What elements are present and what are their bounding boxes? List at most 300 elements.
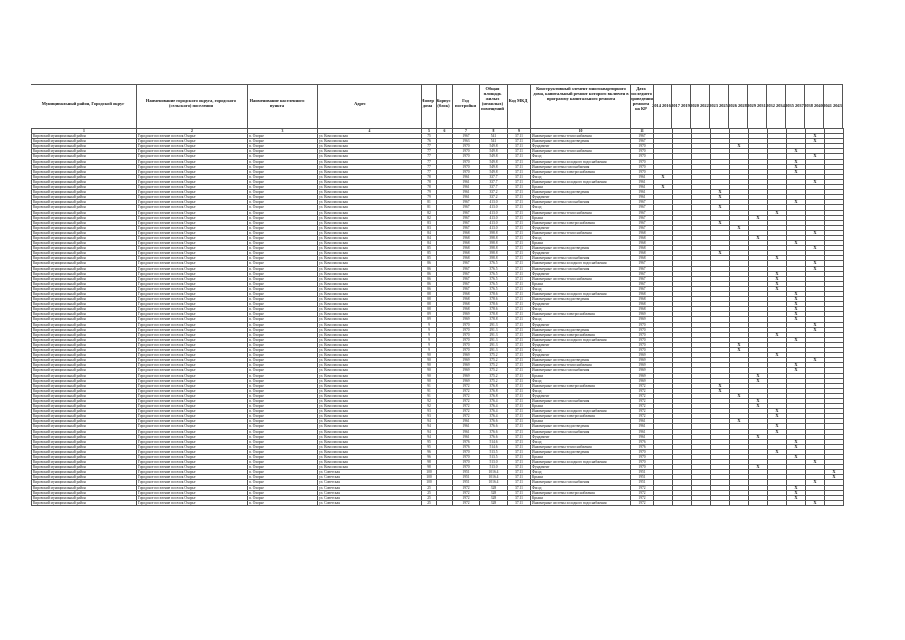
table-cell: 1967 xyxy=(453,276,480,281)
table-cell: 37.11 xyxy=(508,348,531,353)
year-mark-cell: X xyxy=(768,414,787,419)
table-cell: ул. Комсомольская xyxy=(318,312,422,317)
table-cell: Инженерные системы электроснабжения xyxy=(531,312,631,317)
table-cell: ул. Комсомольская xyxy=(318,174,422,179)
table-cell: п. Охорье xyxy=(248,368,318,373)
table-cell: 25 xyxy=(422,495,437,500)
table-cell: 513.0 xyxy=(480,460,508,465)
year-mark-cell: X xyxy=(787,455,806,460)
year-mark-cell: X xyxy=(768,210,787,215)
table-cell: 37.11 xyxy=(508,154,531,159)
table-cell: 37.11 xyxy=(508,455,531,460)
table-cell: 37.11 xyxy=(508,195,531,200)
year-mark-cell: X xyxy=(730,419,749,424)
table-cell: 94 xyxy=(422,419,437,424)
table-cell: 1968 xyxy=(453,235,480,240)
table-cell: 37.11 xyxy=(508,307,531,312)
table-cell: 376.4 xyxy=(480,409,508,414)
table-cell: 1972 xyxy=(453,500,480,505)
table-cell: ул. Комсомольская xyxy=(318,144,422,149)
table-cell: Городское поселение поселок Охорье xyxy=(137,251,248,256)
table-cell: ул. Комсомольская xyxy=(318,373,422,378)
year-mark-cell: X xyxy=(749,235,768,240)
table-cell: 1968 xyxy=(453,292,480,297)
table-cell: 376.8 xyxy=(480,393,508,398)
year-mark-cell: X xyxy=(806,154,825,159)
table-cell: ул. Комсомольская xyxy=(318,348,422,353)
table-cell: 1969 xyxy=(631,363,654,368)
table-cell: Фундамент xyxy=(531,144,631,149)
table-cell: п. Охорье xyxy=(248,353,318,358)
year-mark-cell xyxy=(730,500,749,505)
header-block: Корпус (блок) xyxy=(436,98,451,108)
table-cell: 89 xyxy=(422,312,437,317)
table-cell: ул. Комсомольская xyxy=(318,261,422,266)
table-cell: 1967 xyxy=(631,261,654,266)
table-cell: 1967 xyxy=(453,200,480,205)
table-cell: Городское поселение поселок Охорье xyxy=(137,460,248,465)
table-cell: 1972 xyxy=(631,393,654,398)
table-cell: 9 xyxy=(422,332,437,337)
table-cell: 77 xyxy=(422,169,437,174)
table-cell: 1972 xyxy=(453,388,480,393)
table-cell: Городское поселение поселок Охорье xyxy=(137,327,248,332)
table-cell: Городское поселение поселок Охорье xyxy=(137,235,248,240)
table-cell: Фасад xyxy=(531,235,631,240)
table-cell: 37.11 xyxy=(508,241,531,246)
table-cell: 85 xyxy=(422,251,437,256)
table-cell: 88 xyxy=(422,297,437,302)
table-cell: 98 xyxy=(422,465,437,470)
table-cell: 1967 xyxy=(631,271,654,276)
table-cell: 37.11 xyxy=(508,266,531,271)
table-cell: Инженерные системы теплоснабжения xyxy=(531,276,631,281)
year-mark-cell: X xyxy=(768,281,787,286)
table-cell: 81 xyxy=(422,205,437,210)
column-number: 1 xyxy=(32,129,137,134)
header-year-6: 2032 2034 xyxy=(766,103,785,108)
table-cell: 9 xyxy=(422,322,437,327)
year-mark-cell: X xyxy=(787,490,806,495)
table-cell: 1976 xyxy=(631,444,654,449)
year-mark-cell: X xyxy=(730,225,749,230)
table-cell: п. Охорье xyxy=(248,327,318,332)
table-cell: Городское поселение поселок Охорье xyxy=(137,353,248,358)
table-cell: п. Охорье xyxy=(248,455,318,460)
table-cell: Городское поселение поселок Охорье xyxy=(137,297,248,302)
table-cell: 1961 xyxy=(631,419,654,424)
table-cell: 37.11 xyxy=(508,134,531,139)
table-cell: Городское поселение поселок Охорье xyxy=(137,348,248,353)
table-cell: 376.5 xyxy=(480,271,508,276)
table-cell: Кировский муниципальный район xyxy=(32,164,137,169)
table-cell: 1967 xyxy=(631,286,654,291)
table-cell: 90 xyxy=(422,368,437,373)
table-cell: ул. Комсомольская xyxy=(318,271,422,276)
table-cell: Городское поселение поселок Охорье xyxy=(137,455,248,460)
year-mark-cell: X xyxy=(749,398,768,403)
table-cell: п. Охорье xyxy=(248,169,318,174)
table-cell: Городское поселение поселок Охорье xyxy=(137,388,248,393)
table-cell: ул. Комсомольская xyxy=(318,378,422,383)
table-cell: 1970 xyxy=(631,144,654,149)
table-cell: Инженерные системы газоснабжения xyxy=(531,368,631,373)
table-cell: 100 xyxy=(422,475,437,480)
table-cell: п. Охорье xyxy=(248,383,318,388)
table-cell: Городское поселение поселок Охорье xyxy=(137,174,248,179)
table-cell: 37.11 xyxy=(508,434,531,439)
table-cell: Кировский муниципальный район xyxy=(32,373,137,378)
table-cell: 375.2 xyxy=(480,368,508,373)
table-cell: Кировский муниципальный район xyxy=(32,139,137,144)
table-cell: 37.11 xyxy=(508,388,531,393)
table-cell: Кировский муниципальный район xyxy=(32,332,137,337)
table-cell: 91 xyxy=(422,393,437,398)
table-cell: Инженерные системы газоснабжения xyxy=(531,429,631,434)
header-code: Код МКД xyxy=(508,98,528,103)
year-mark-cell: X xyxy=(749,373,768,378)
table-cell: Инженерные системы теплоснабжения xyxy=(531,149,631,154)
table-cell: п. Охорье xyxy=(248,200,318,205)
table-cell: 398.8 xyxy=(480,246,508,251)
table-cell: 376.5 xyxy=(480,286,508,291)
table-cell: 75 xyxy=(422,134,437,139)
table-cell: Фундамент xyxy=(531,342,631,347)
table-cell: 1951 xyxy=(631,470,654,475)
table-cell: Кировский муниципальный район xyxy=(32,185,137,190)
table-cell: 84 xyxy=(422,230,437,235)
table-cell: 337.2 xyxy=(480,195,508,200)
table-cell: 37.11 xyxy=(508,302,531,307)
table-cell: Кировский муниципальный район xyxy=(32,307,137,312)
table-cell: Кировский муниципальный район xyxy=(32,419,137,424)
table-cell: 1972 xyxy=(631,500,654,505)
table-cell: 37.11 xyxy=(508,332,531,337)
table-cell: Городское поселение поселок Охорье xyxy=(137,261,248,266)
table-cell: 37.11 xyxy=(508,292,531,297)
table-cell: ул. Комсомольская xyxy=(318,307,422,312)
table-cell: п. Охорье xyxy=(248,414,318,419)
table-cell: Городское поселение поселок Охорье xyxy=(137,490,248,495)
header-year-7: 2035 2037 xyxy=(785,103,804,108)
table-cell: 541 xyxy=(480,139,508,144)
table-cell: 376.8 xyxy=(480,383,508,388)
table-cell: 37.11 xyxy=(508,449,531,454)
table-cell: ул. Комсомольская xyxy=(318,159,422,164)
table-cell: 37.11 xyxy=(508,205,531,210)
year-mark-cell: X xyxy=(787,312,806,317)
table-cell: 37.11 xyxy=(508,429,531,434)
table-cell: 1967 xyxy=(631,215,654,220)
table-cell: 1968 xyxy=(631,307,654,312)
table-cell: Кировский муниципальный район xyxy=(32,215,137,220)
table-cell: 1970 xyxy=(453,449,480,454)
table-cell: Городское поселение поселок Охорье xyxy=(137,149,248,154)
header-address: Адрес xyxy=(354,101,366,106)
table-cell: Инженерные системы электроснабжения xyxy=(531,414,631,419)
table-cell: Кировский муниципальный район xyxy=(32,475,137,480)
table-cell: 77 xyxy=(422,154,437,159)
table-cell: 514.6 xyxy=(480,444,508,449)
table-cell: 1972 xyxy=(631,388,654,393)
table-cell: п. Охорье xyxy=(248,134,318,139)
table-cell: 1951 xyxy=(453,480,480,485)
table-cell: Инженерные системы холодного водоснабжения xyxy=(531,409,631,414)
table-cell: ул. Советская xyxy=(318,485,422,490)
table-cell: Кировский муниципальный район xyxy=(32,500,137,505)
table-cell: Инженерные системы электроснабжения xyxy=(531,490,631,495)
table-cell: Городское поселение поселок Охорье xyxy=(137,256,248,261)
table-cell: ул. Комсомольская xyxy=(318,363,422,368)
table-cell: Инженерные системы газоснабжения xyxy=(531,256,631,261)
table-cell: 79 xyxy=(422,195,437,200)
table-cell: 376.6 xyxy=(480,424,508,429)
table-cell: ул. Комсомольская xyxy=(318,292,422,297)
table-cell: п. Охорье xyxy=(248,444,318,449)
table-cell: Фундамент xyxy=(531,302,631,307)
table-cell: 90 xyxy=(422,363,437,368)
table-cell: Кировский муниципальный район xyxy=(32,388,137,393)
table-cell: Инженерные системы холодного водоснабжения xyxy=(531,292,631,297)
table-cell: Кировский муниципальный район xyxy=(32,383,137,388)
table-cell: 413.0 xyxy=(480,215,508,220)
table-cell: 413.0 xyxy=(480,210,508,215)
table-cell: ул. Комсомольская xyxy=(318,460,422,465)
table-cell: ул. Комсомольская xyxy=(318,419,422,424)
year-mark-cell: X xyxy=(787,337,806,342)
header-element: Конструктивный элемент многоквартирного дома, капитальный ремонт которого включен в программу капитального ремонта xyxy=(533,86,629,101)
table-cell: Городское поселение поселок Охорье xyxy=(137,337,248,342)
table-cell: 1970 xyxy=(631,322,654,327)
table-cell: 1967 xyxy=(453,286,480,291)
table-cell: 37.11 xyxy=(508,235,531,240)
table-cell: ул. Комсомольская xyxy=(318,332,422,337)
table-cell: Инженерные системы водоотведения xyxy=(531,139,631,144)
table-cell: Городское поселение поселок Охорье xyxy=(137,230,248,235)
year-mark-cell: X xyxy=(806,246,825,251)
table-cell: 1968 xyxy=(453,256,480,261)
table-cell: Фасад xyxy=(531,317,631,322)
year-mark-cell xyxy=(654,500,673,505)
table-cell: 37.11 xyxy=(508,404,531,409)
table-cell: Городское поселение поселок Охорье xyxy=(137,302,248,307)
table-cell: ул. Комсомольская xyxy=(318,286,422,291)
table-cell: п. Охорье xyxy=(248,286,318,291)
table-cell: 91 xyxy=(422,388,437,393)
table-cell: Кировский муниципальный район xyxy=(32,404,137,409)
year-mark-cell: X xyxy=(787,159,806,164)
table-cell: п. Охорье xyxy=(248,190,318,195)
table-cell: ул. Комсомольская xyxy=(318,465,422,470)
table-cell: п. Охорье xyxy=(248,139,318,144)
table-cell: 1976 xyxy=(453,444,480,449)
table-cell: 376.4 xyxy=(480,414,508,419)
table-cell: 37.11 xyxy=(508,261,531,266)
table-cell: 1970 xyxy=(453,169,480,174)
table-cell: 1972 xyxy=(631,495,654,500)
table-cell: Городское поселение поселок Охорье xyxy=(137,276,248,281)
table-cell: ул. Комсомольская xyxy=(318,256,422,261)
year-mark-cell: X xyxy=(787,297,806,302)
table-cell: Кировский муниципальный район xyxy=(32,480,137,485)
year-mark-cell: X xyxy=(711,220,730,225)
table-cell: Кировский муниципальный район xyxy=(32,465,137,470)
table-cell: 337.7 xyxy=(480,185,508,190)
table-cell: Крыша xyxy=(531,404,631,409)
table-cell: 1961 xyxy=(453,190,480,195)
table-cell: 1961 xyxy=(631,185,654,190)
header-house: Номер дома xyxy=(421,98,434,108)
table-cell: 90 xyxy=(422,353,437,358)
table-cell: п. Охорье xyxy=(248,429,318,434)
table-cell: п. Охорье xyxy=(248,434,318,439)
table-cell: п. Охорье xyxy=(248,261,318,266)
year-mark-cell: X xyxy=(787,149,806,154)
table-cell: ул. Комсомольская xyxy=(318,322,422,327)
table-cell: п. Охорье xyxy=(248,378,318,383)
table-cell: Инженерные системы водоотведения xyxy=(531,190,631,195)
table-cell: 1972 xyxy=(453,495,480,500)
table-cell: 37.11 xyxy=(508,251,531,256)
table-cell: Городское поселение поселок Охорье xyxy=(137,383,248,388)
table-cell: 77 xyxy=(422,149,437,154)
table-cell: 1969 xyxy=(631,317,654,322)
table-cell: Кировский муниципальный район xyxy=(32,271,137,276)
table-cell: 1970 xyxy=(453,348,480,353)
table-cell: Городское поселение поселок Охорье xyxy=(137,475,248,480)
table-cell: Кировский муниципальный район xyxy=(32,342,137,347)
table-cell: Инженерные системы теплоснабжения xyxy=(531,134,631,139)
table-cell: Кировский муниципальный район xyxy=(32,495,137,500)
table-cell: 1970 xyxy=(453,327,480,332)
table-cell: ул. Комсомольская xyxy=(318,210,422,215)
table-cell: п. Охорье xyxy=(248,332,318,337)
table-cell: Кировский муниципальный район xyxy=(32,485,137,490)
table-cell: 37.11 xyxy=(508,500,531,505)
table-cell: Крыша xyxy=(531,495,631,500)
table-cell: ул. Комсомольская xyxy=(318,276,422,281)
table-cell: 376.5 xyxy=(480,266,508,271)
table-cell: 1967 xyxy=(453,134,480,139)
table-cell: 1961 xyxy=(453,419,480,424)
table-cell: 398.8 xyxy=(480,256,508,261)
table-cell: Кировский муниципальный район xyxy=(32,449,137,454)
year-mark-cell: X xyxy=(749,465,768,470)
table-cell: Инженерные системы холодного водоснабжения xyxy=(531,337,631,342)
year-mark-cell: X xyxy=(768,332,787,337)
year-mark-cell: X xyxy=(768,449,787,454)
table-cell: 291.3 xyxy=(480,332,508,337)
table-cell: 1967 xyxy=(631,281,654,286)
table-cell: 1967 xyxy=(631,205,654,210)
table-cell: Городское поселение поселок Охорье xyxy=(137,312,248,317)
table-cell: 86 xyxy=(422,271,437,276)
table-cell: Кировский муниципальный район xyxy=(32,286,137,291)
table-cell: 1972 xyxy=(453,409,480,414)
table-cell: Инженерные системы электроснабжения xyxy=(531,383,631,388)
table-cell: 1969 xyxy=(453,317,480,322)
table-cell: 98 xyxy=(422,460,437,465)
table-cell: Фундамент xyxy=(531,353,631,358)
table-cell: 37.11 xyxy=(508,342,531,347)
year-mark-cell: X xyxy=(787,307,806,312)
table-cell: 1969 xyxy=(453,378,480,383)
table-cell: 93 xyxy=(422,414,437,419)
table-cell: 1969 xyxy=(453,312,480,317)
table-cell: 376.4 xyxy=(480,404,508,409)
table-cell: Городское поселение поселок Охорье xyxy=(137,159,248,164)
table-cell: ул. Комсомольская xyxy=(318,225,422,230)
table-cell: 37.11 xyxy=(508,312,531,317)
table-cell: 1970 xyxy=(631,449,654,454)
table-cell: ул. Комсомольская xyxy=(318,149,422,154)
table-cell: п. Охорье xyxy=(248,348,318,353)
year-mark-cell: X xyxy=(806,179,825,184)
table-cell: ул. Комсомольская xyxy=(318,169,422,174)
table-cell: 37.11 xyxy=(508,281,531,286)
table-cell: ул. Комсомольская xyxy=(318,185,422,190)
table-cell: ул. Комсомольская xyxy=(318,297,422,302)
table-cell: 85 xyxy=(422,246,437,251)
table-cell: Фундамент xyxy=(531,271,631,276)
year-mark-cell: X xyxy=(787,368,806,373)
table-cell: Кировский муниципальный район xyxy=(32,444,137,449)
table-cell: Городское поселение поселок Охорье xyxy=(137,179,248,184)
table-cell: 1970 xyxy=(631,164,654,169)
column-number: 5 xyxy=(422,129,437,134)
year-mark-cell: X xyxy=(768,409,787,414)
table-cell: 93 xyxy=(422,409,437,414)
table-cell: Кировский муниципальный район xyxy=(32,337,137,342)
table-cell: 1970 xyxy=(631,169,654,174)
table-cell: 37.11 xyxy=(508,317,531,322)
table-cell: п. Охорье xyxy=(248,317,318,322)
table-cell: Фасад xyxy=(531,307,631,312)
table-cell: 1970 xyxy=(453,465,480,470)
table-cell: 375.2 xyxy=(480,358,508,363)
table-cell: 291.3 xyxy=(480,342,508,347)
table-cell: Инженерные системы газоснабжения xyxy=(531,200,631,205)
table-cell: Городское поселение поселок Охорье xyxy=(137,195,248,200)
table-cell: 37.11 xyxy=(508,322,531,327)
table-cell: ул. Комсомольская xyxy=(318,383,422,388)
table-cell: 1969 xyxy=(631,378,654,383)
table-cell: 37.11 xyxy=(508,480,531,485)
table-cell: Кировский муниципальный район xyxy=(32,256,137,261)
table-cell: 37.11 xyxy=(508,424,531,429)
table-cell: 85 xyxy=(422,256,437,261)
table-cell: 1951 xyxy=(453,475,480,480)
table-cell: 398.8 xyxy=(480,235,508,240)
table-cell: Кировский муниципальный район xyxy=(32,230,137,235)
table-cell: 1951 xyxy=(631,475,654,480)
table-cell: 1961 xyxy=(453,434,480,439)
table-cell: Городское поселение поселок Охорье xyxy=(137,241,248,246)
table-cell: Городское поселение поселок Охорье xyxy=(137,215,248,220)
table-cell: 376.5 xyxy=(480,276,508,281)
table-cell: п. Охорье xyxy=(248,292,318,297)
table-cell: ул. Комсомольская xyxy=(318,179,422,184)
table-cell: Городское поселение поселок Охорье xyxy=(137,434,248,439)
table-cell: 549.8 xyxy=(480,169,508,174)
table-cell: Городское поселение поселок Охорье xyxy=(137,266,248,271)
table-cell: ул. Комсомольская xyxy=(318,220,422,225)
table-cell: Крыша xyxy=(531,241,631,246)
table-cell: п. Охорье xyxy=(248,404,318,409)
table-cell: 79 xyxy=(422,190,437,195)
table-cell: 1961 xyxy=(453,429,480,434)
table-cell: Кировский муниципальный район xyxy=(32,281,137,286)
